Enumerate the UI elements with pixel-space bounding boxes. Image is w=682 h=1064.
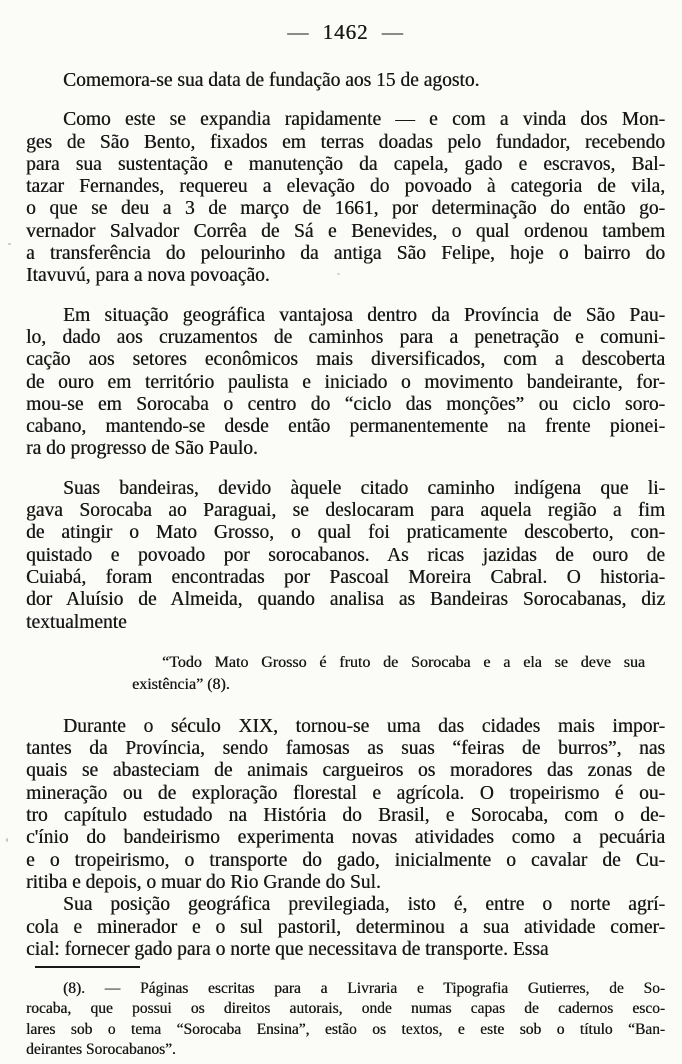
text-line: tazar Fernandes, requereu a elevação do povoado à categoria de vila, xyxy=(26,176,665,198)
text-line: o que se deu a 3 de março de 1661, por determinação do então go- xyxy=(26,198,665,220)
footnote-separator xyxy=(35,966,140,968)
text-line: Em situação geográfica vantajosa dentro da Província de São Pau- xyxy=(63,304,665,326)
text-line: “Todo Mato Grosso é fruto de Sorocaba e a ela se deve sua xyxy=(162,653,645,671)
text-line: existência” (8). xyxy=(132,675,230,693)
text-line: rocaba, que possui os direitos autorais, onde numas capas de cadernos esco- xyxy=(26,1000,665,1018)
text-line: tantes da Província, sendo famosas as suas “feiras de burros”, nas xyxy=(26,738,665,760)
paragraph xyxy=(26,109,665,287)
text-line: Comemora-se sua data de fundação aos 15 de agosto. xyxy=(63,70,480,91)
text-line: lares sob o tema “Sorocaba Ensina”, estão os textos, e este sob o título “Ban- xyxy=(26,1020,665,1038)
scan-speck xyxy=(337,273,340,275)
text-line: mou-se em Sorocaba o centro do “ciclo das monções” ou ciclo soro- xyxy=(26,393,665,415)
text-line: de ouro em território paulista e iniciado o movimento bandeirante, for- xyxy=(26,371,665,393)
text-line: cola e minerador e o sul pastoril, determinou a sua atividade comer- xyxy=(26,916,665,938)
paragraph xyxy=(26,716,665,894)
paragraph xyxy=(26,894,665,961)
footnote xyxy=(26,979,665,1060)
block-quote xyxy=(132,652,645,696)
text-line: de atingir o Mato Grosso, o qual foi praticamente descoberto, con- xyxy=(26,522,665,544)
text-line: Itavuvú, para a nova povoação. xyxy=(26,265,270,287)
text-line: lo, dado aos cruzamentos de caminhos para a penetração e comuni- xyxy=(26,326,665,348)
text-line: cação aos setores econômicos mais diversificados, com a descoberta xyxy=(26,349,665,371)
text-line: cabano, mantendo-se desde então permanentemente na frente pionei- xyxy=(26,416,665,438)
text-line: a transferência do pelourinho da antiga São Felipe, hoje o bairro do xyxy=(26,243,665,265)
text-line: textualmente xyxy=(26,611,127,633)
text-line: dor Aluísio de Almeida, quando analisa as Bandeiras Sorocabanas, diz xyxy=(26,589,665,611)
text-line: para sua sustentação e manutenção da capela, gado e escravos, Bal- xyxy=(26,153,665,175)
text-line: cial: fornecer gado para o norte que necessitava de transporte. Essa xyxy=(26,938,549,960)
text-line: ra do progresso de São Paulo. xyxy=(26,438,258,460)
text-line: mineração ou de exploração florestal e agrícola. O tropeirismo é ou- xyxy=(26,782,665,804)
text-line: ritiba e depois, o muar do Rio Grande do Sul. xyxy=(26,871,381,893)
paragraph xyxy=(26,70,665,92)
page-number: — 1462 — xyxy=(287,20,404,44)
text-line: gava Sorocaba ao Paraguai, se deslocaram para aquela região a fim xyxy=(26,500,665,522)
text-line: e o tropeirismo, o transporte do gado, inicialmente o cavalar de Cu- xyxy=(26,849,665,871)
paragraph xyxy=(26,305,665,461)
document-body xyxy=(26,70,665,961)
text-line: deirantes Sorocabanos”. xyxy=(26,1040,176,1058)
text-line: c'ínio do bandeirismo experimenta novas atividades como a pecuária xyxy=(26,827,665,849)
text-line: vernador Salvador Corrêa de Sá e Benevides, o qual ordenou tambem xyxy=(26,220,665,242)
text-line: quais se abasteciam de animais cargueiros os moradores das zonas de xyxy=(26,760,665,782)
paragraph xyxy=(26,478,665,634)
scan-speck xyxy=(8,243,11,245)
scan-speck xyxy=(6,838,8,842)
text-line: Sua posição geográfica previlegiada, isto é, entre o norte agrí- xyxy=(63,894,665,916)
text-line: Suas bandeiras, devido àquele citado caminho indígena que li- xyxy=(63,477,665,499)
text-line: ges de São Bento, fixados em terras doadas pelo fundador, recebendo xyxy=(26,131,665,153)
text-line: (8). — Páginas escritas para a Livraria e Tipografia Gutierres, de So- xyxy=(63,980,665,998)
text-line: Durante o século XIX, tornou-se uma das cidades mais impor- xyxy=(63,715,665,737)
text-line: quistado e povoado por sorocabanos. As ricas jazidas de ouro de xyxy=(26,544,665,566)
text-line: Como este se expandia rapidamente — e com a vinda dos Mon- xyxy=(63,109,665,131)
text-line: Cuiabá, foram encontradas por Pascoal Moreira Cabral. O historia- xyxy=(26,566,665,588)
text-line: tro capítulo estudado na História do Brasil, e Sorocaba, com o de- xyxy=(26,805,665,827)
